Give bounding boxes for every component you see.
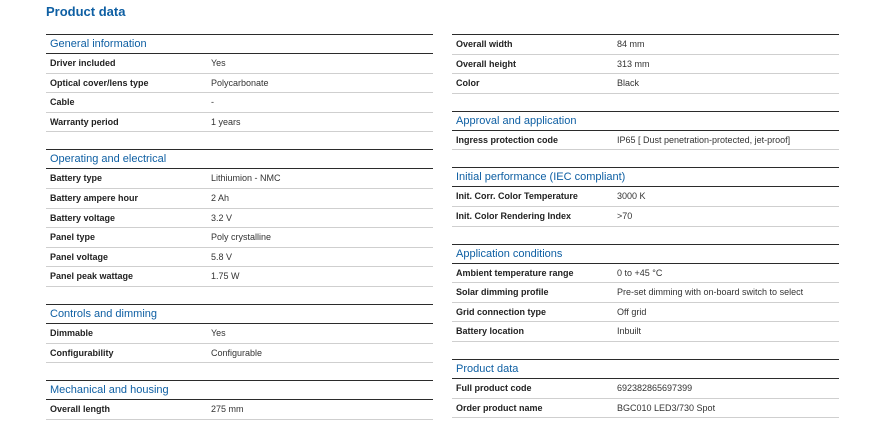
- row-value: 2 Ah: [211, 192, 230, 203]
- table-row: [452, 35, 839, 55]
- section-gap: [46, 287, 433, 304]
- section-header: Operating and electrical: [46, 150, 433, 169]
- section-header: Initial performance (IEC compliant): [452, 168, 839, 187]
- row-label: Grid connection type: [456, 306, 547, 317]
- row-value: Configurable: [211, 347, 263, 358]
- section-gap: [452, 342, 839, 359]
- row-value: 0 to +45 °C: [617, 267, 663, 278]
- section-header: Approval and application: [452, 112, 839, 131]
- table-row: [46, 209, 433, 229]
- row-value: Black: [617, 78, 640, 89]
- row-label: Battery location: [456, 326, 525, 337]
- section-product-data: [452, 359, 839, 418]
- table-row: [452, 55, 839, 75]
- row-label: Optical cover/lens type: [50, 77, 149, 88]
- table-row: [452, 207, 839, 227]
- row-label: Overall height: [456, 58, 517, 69]
- right-column: [452, 34, 839, 418]
- table-row: [46, 189, 433, 209]
- row-label: Warranty period: [50, 116, 119, 127]
- table-row: [46, 54, 433, 74]
- row-label: Battery voltage: [50, 212, 116, 223]
- table-row: [46, 169, 433, 189]
- table-row: [46, 74, 433, 94]
- row-label: Overall length: [50, 404, 111, 415]
- row-value: 3.2 V: [211, 212, 233, 223]
- section-header: Mechanical and housing: [46, 381, 433, 400]
- section-continued: [452, 34, 839, 94]
- row-label: Overall width: [456, 39, 513, 49]
- table-row: [452, 131, 839, 151]
- row-value: Polycarbonate: [211, 77, 269, 88]
- section-gap: [452, 150, 839, 167]
- table-row: [452, 322, 839, 342]
- table-row: [46, 267, 433, 287]
- row-value: Inbuilt: [617, 326, 642, 337]
- table-row: [46, 248, 433, 268]
- row-value: 1.75 W: [211, 271, 240, 282]
- row-value: Pre-set dimming with on-board switch to select: [617, 287, 804, 298]
- section-operating-and-electrical: [46, 149, 433, 287]
- table-row: [452, 303, 839, 323]
- row-label: Configurability: [50, 347, 114, 358]
- row-label: Init. Corr. Color Temperature: [456, 191, 578, 202]
- table-row: [452, 283, 839, 303]
- row-value: Off grid: [617, 306, 647, 317]
- row-value: 3000 K: [617, 191, 646, 202]
- row-label: Init. Color Rendering Index: [456, 210, 572, 221]
- row-value: Poly crystalline: [211, 232, 272, 243]
- row-label: Full product code: [456, 382, 532, 393]
- row-label: Dimmable: [50, 327, 94, 338]
- row-label: Battery type: [50, 173, 103, 184]
- row-label: Panel type: [50, 232, 96, 243]
- page-title: Product data: [46, 4, 126, 19]
- row-label: Solar dimming profile: [456, 287, 549, 298]
- row-label: Ingress protection code: [456, 134, 559, 145]
- row-value: >70: [617, 210, 633, 221]
- table-row: [46, 93, 433, 113]
- section-controls-and-dimming: [46, 304, 433, 363]
- section-gap: [46, 363, 433, 380]
- row-label: Panel voltage: [50, 251, 109, 262]
- table-row: [452, 187, 839, 207]
- section-gap: [452, 94, 839, 111]
- section-initial-performance-iec-compliant: [452, 167, 839, 226]
- row-label: Driver included: [50, 58, 116, 68]
- row-value: 275 mm: [211, 404, 244, 415]
- table-row: [46, 344, 433, 364]
- section-mechanical-and-housing: [46, 380, 433, 420]
- section-header: General information: [46, 35, 433, 54]
- row-value: 84 mm: [617, 39, 645, 49]
- section-gap: [452, 227, 839, 244]
- row-label: Ambient temperature range: [456, 267, 574, 278]
- row-label: Color: [456, 78, 480, 89]
- section-approval-and-application: [452, 111, 839, 151]
- row-value: BGC010 LED3/730 Spot: [617, 402, 716, 413]
- row-label: Battery ampere hour: [50, 192, 139, 203]
- row-label: Panel peak wattage: [50, 271, 134, 282]
- row-value: 1 years: [211, 116, 241, 127]
- table-row: [46, 228, 433, 248]
- table-row: [452, 399, 839, 419]
- row-value: 5.8 V: [211, 251, 233, 262]
- section-header: Application conditions: [452, 245, 839, 264]
- row-label: Cable: [50, 97, 75, 108]
- section-gap: [46, 132, 433, 149]
- section-header: Product data: [452, 360, 839, 379]
- row-value: 692382865697399: [617, 382, 693, 393]
- table-row: [452, 264, 839, 284]
- table-row: [46, 324, 433, 344]
- row-value: -: [211, 97, 214, 108]
- table-row: [452, 74, 839, 94]
- left-column: [46, 34, 433, 420]
- section-application-conditions: [452, 244, 839, 342]
- table-row: [452, 379, 839, 399]
- section-general-information: [46, 34, 433, 132]
- row-value: Yes: [211, 327, 226, 338]
- table-row: [46, 400, 433, 420]
- table-row: [46, 113, 433, 133]
- section-header: Controls and dimming: [46, 305, 433, 324]
- row-value: Yes: [211, 58, 226, 68]
- row-value: 313 mm: [617, 58, 650, 69]
- row-label: Order product name: [456, 402, 543, 413]
- row-value: IP65 [ Dust penetration-protected, jet-proof]: [617, 134, 791, 145]
- row-value: Lithiumion - NMC: [211, 173, 281, 184]
